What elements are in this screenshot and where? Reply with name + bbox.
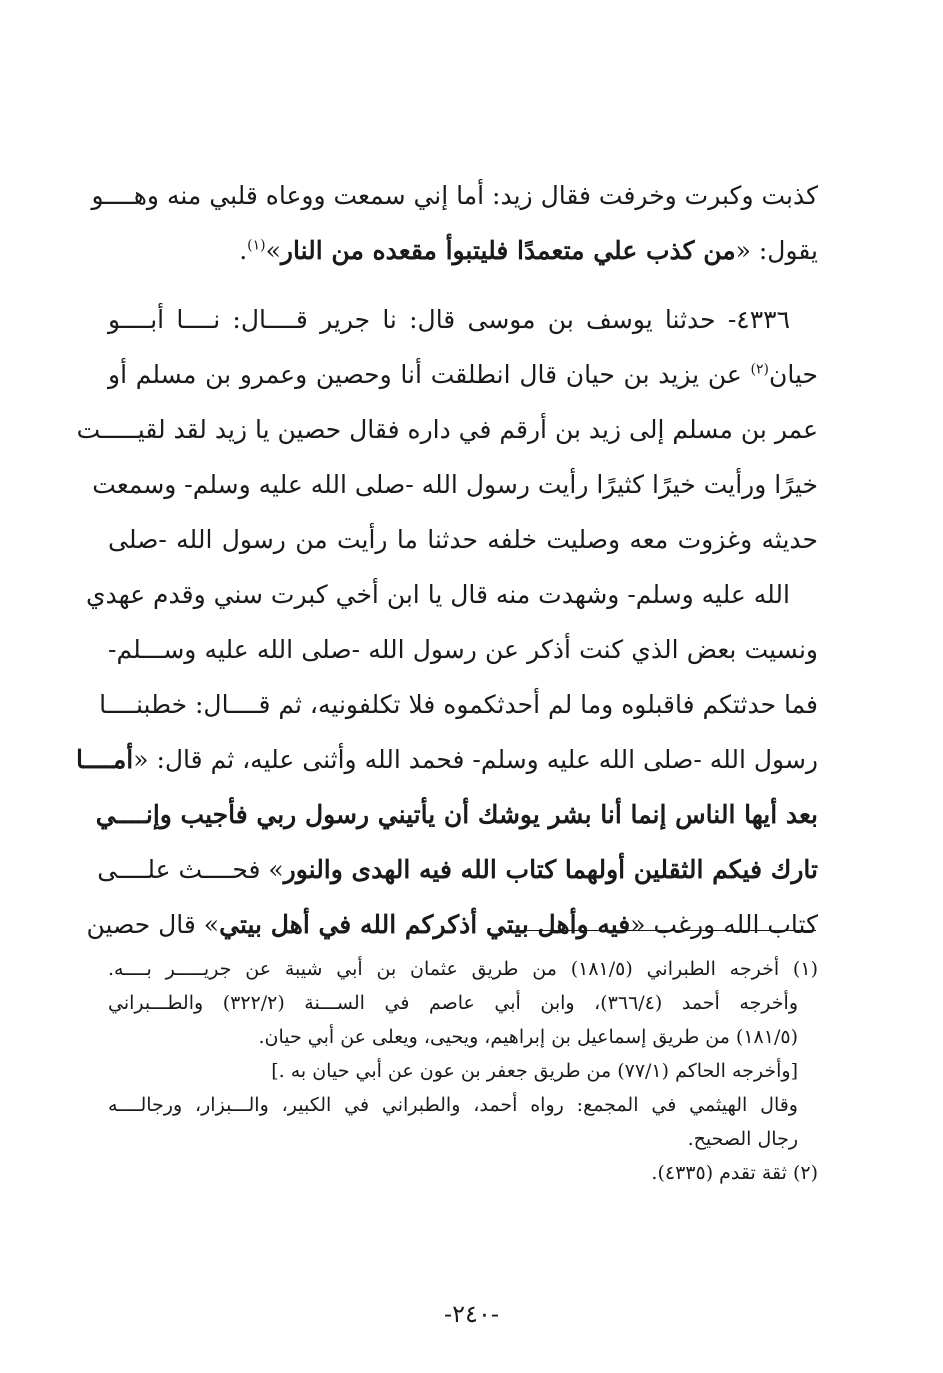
line-text: الله عليه وسلم- وشهدت منه قال يا ابن أخي كبرت سني وقدم عهدي (85, 580, 790, 609)
hadith-quote-start: أمــــا (75, 745, 134, 774)
hadith-quote: تارك فيكم الثقلين أولهما كتاب الله فيه الهدى والنور (283, 855, 818, 884)
line-text: فما حدثتكم فاقبلوه وما لم أحدثكموه فلا تكلفونيه، ثم قــــال: خطبنــــا (99, 690, 818, 719)
line-text: ونسيت بعض الذي كنت أذكر عن رسول الله -صلى الله عليه وســـلم- (108, 635, 818, 664)
text-line-9 (108, 622, 818, 677)
text-line-14 (86, 897, 818, 952)
text-line-8 (85, 567, 818, 622)
footnote-2: (٢) ثقة تقدم (٤٣٣٥). (651, 1162, 818, 1184)
narrator-name: حيان (769, 360, 818, 389)
text-line-5 (76, 402, 818, 457)
line-text: » فحــــث علــــى (97, 855, 284, 884)
footnote-1-cont: رجال الصحيح. (687, 1128, 798, 1150)
line-text: كذبت وكبرت وخرفت فقال زيد: أما إني سمعت ووعاه قلبي منه وهــــو (91, 181, 818, 210)
text-line-6 (92, 457, 818, 512)
line-end: . (239, 236, 248, 265)
text-line-11 (75, 732, 818, 787)
text-line-13 (97, 842, 818, 897)
footnotes (108, 952, 818, 1190)
quote-close: » (265, 236, 281, 265)
footnote-ref-1: (١) (247, 237, 266, 254)
line-text: عن يزيد بن حيان قال انطلقت أنا وحصين وعمرو بن مسلم أو (108, 360, 751, 389)
footnote-1-cont: [وأخرجه الحاكم (٧٧/١) من طريق جعفر بن عون عن أبي حيان به .] (271, 1060, 798, 1082)
text-line-1 (91, 168, 818, 223)
footnote-divider (518, 930, 816, 931)
line-text: رسول الله -صلى الله عليه وسلم- فحمد الله وأثنى عليه، ثم قال: « (133, 745, 818, 774)
footnote-1-cont: وقال الهيثمي في المجمع: رواه أحمد، والطبراني في الكبير، والـــبزار، ورجالــــه (108, 1094, 798, 1116)
main-text (75, 168, 818, 952)
hadith-quote: بعد أيها الناس إنما أنا بشر يوشك أن يأتيني رسول ربي فأجيب وإنــــي (95, 800, 818, 829)
hadith-quote: فيه وأهل بيتي أذكركم الله في أهل بيتي (219, 910, 631, 939)
quote-open: يقول: « (735, 236, 818, 265)
line-text: خيرًا ورأيت خيرًا كثيرًا رأيت رسول الله -صلى الله عليه وسلم- وسمعت (92, 470, 818, 499)
hadith-quote: من كذب علي متعمدًا فليتبوأ مقعده من النار (280, 236, 736, 265)
text-line-12 (95, 787, 818, 842)
text-line-10 (99, 677, 818, 732)
line-text: عمر بن مسلم إلى زيد بن أرقم في داره فقال حصين يا زيد لقد لقيـــــت (76, 415, 818, 444)
line-text: حديثه وغزوت معه وصليت خلفه حدثنا ما رأيت من رسول الله -صلى (108, 525, 818, 554)
hadith-number-line: ٤٣٣٦- حدثنا يوسف بن موسى قال: نا جرير قــــال: نــــا أبــــو (108, 305, 790, 334)
line-text: » قال حصين (86, 910, 220, 939)
line-text: كتاب الله ورغب « (630, 910, 818, 939)
footnote-1-cont: وأخرجه أحمد (٣٦٦/٤)، وابن أبي عاصم في الســـنة (٣٢٢/٢) والطـــبراني (108, 992, 798, 1014)
text-line-3 (108, 292, 818, 347)
text-line-7 (108, 512, 818, 567)
text-line-2 (108, 223, 818, 278)
page-number: -٢٤٠- (444, 1300, 499, 1328)
footnote-ref-2: (٢) (750, 361, 770, 378)
footnote-1: (١) أخرجه الطبراني (١٨١/٥) من طريق عثمان بن أبي شيبة عن جريـــــر بــــه. (108, 958, 818, 980)
footnote-1-cont: (١٨١/٥) من طريق إسماعيل بن إبراهيم، ويحيى، ويعلى عن أبي حيان. (258, 1026, 798, 1048)
text-line-4 (108, 347, 818, 402)
